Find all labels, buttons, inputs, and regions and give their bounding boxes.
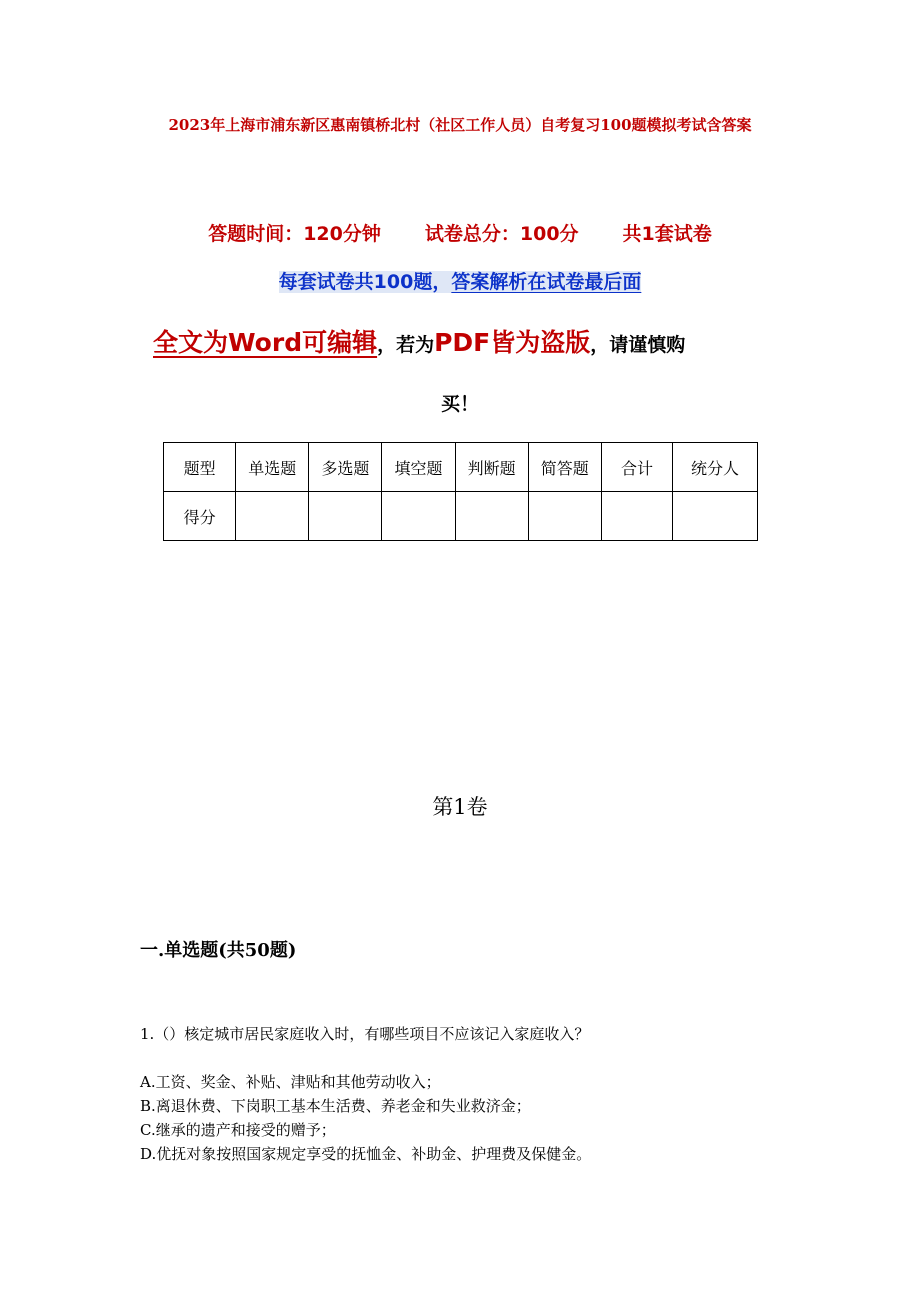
option-d: D.优抚对象按照国家规定享受的抚恤金、补助金、护理费及保健金。	[140, 1145, 592, 1163]
score-cell	[455, 492, 528, 541]
exam-info-line	[0, 220, 920, 248]
score-table	[163, 442, 758, 541]
option-c: C.继承的遗产和接受的赠予；	[140, 1121, 336, 1139]
warning-caution-text: ，请谨慎购	[590, 334, 686, 356]
row-label-score: 得分	[164, 492, 236, 541]
header-cell-fill-blank: 填空题	[382, 443, 455, 492]
answer-location-text: 答案解析在试卷最后面	[451, 271, 642, 293]
score-cell	[382, 492, 455, 541]
header-cell-multi-choice: 多选题	[309, 443, 382, 492]
question-count-text: 每套试卷共100题，	[278, 271, 452, 293]
header-cell-true-false: 判断题	[455, 443, 528, 492]
option-b: B.离退休费、下岗职工基本生活费、养老金和失业救济金；	[140, 1097, 531, 1115]
score-cell	[673, 492, 758, 541]
header-cell-single-choice: 单选题	[236, 443, 309, 492]
header-cell-total: 合计	[601, 443, 672, 492]
header-cell-type: 题型	[164, 443, 236, 492]
pdf-piracy-text: PDF皆为盗版	[434, 328, 591, 357]
question-count-notice	[0, 267, 920, 297]
option-a: A.工资、奖金、补贴、津贴和其他劳动收入；	[140, 1073, 441, 1091]
score-cell	[528, 492, 601, 541]
editable-warning	[153, 324, 793, 365]
section-heading: 一.单选题(共50题)	[140, 940, 297, 961]
score-cell	[601, 492, 672, 541]
exam-time: 答题时间：120分钟	[208, 223, 381, 245]
question-options	[140, 1070, 591, 1166]
header-cell-short-answer: 简答题	[528, 443, 601, 492]
header-cell-grader: 统分人	[673, 443, 758, 492]
score-cell	[236, 492, 309, 541]
document-title: 2023年上海市浦东新区惠南镇桥北村（社区工作人员）自考复习100题模拟考试含答案	[168, 116, 752, 134]
volume-heading: 第1卷	[432, 795, 488, 819]
score-table-score-row	[164, 492, 758, 541]
score-cell	[309, 492, 382, 541]
set-count: 共1套试卷	[622, 223, 712, 245]
warning-continuation: 买！	[440, 393, 479, 415]
word-editable-text: 全文为Word可编辑	[153, 328, 378, 357]
total-score: 试卷总分：100分	[424, 223, 579, 245]
warning-connector: ，若为	[377, 334, 435, 356]
score-table-header-row	[164, 443, 758, 492]
question-text: 1.（）核定城市居民家庭收入时，有哪些项目不应该记入家庭收入？	[140, 1025, 590, 1043]
